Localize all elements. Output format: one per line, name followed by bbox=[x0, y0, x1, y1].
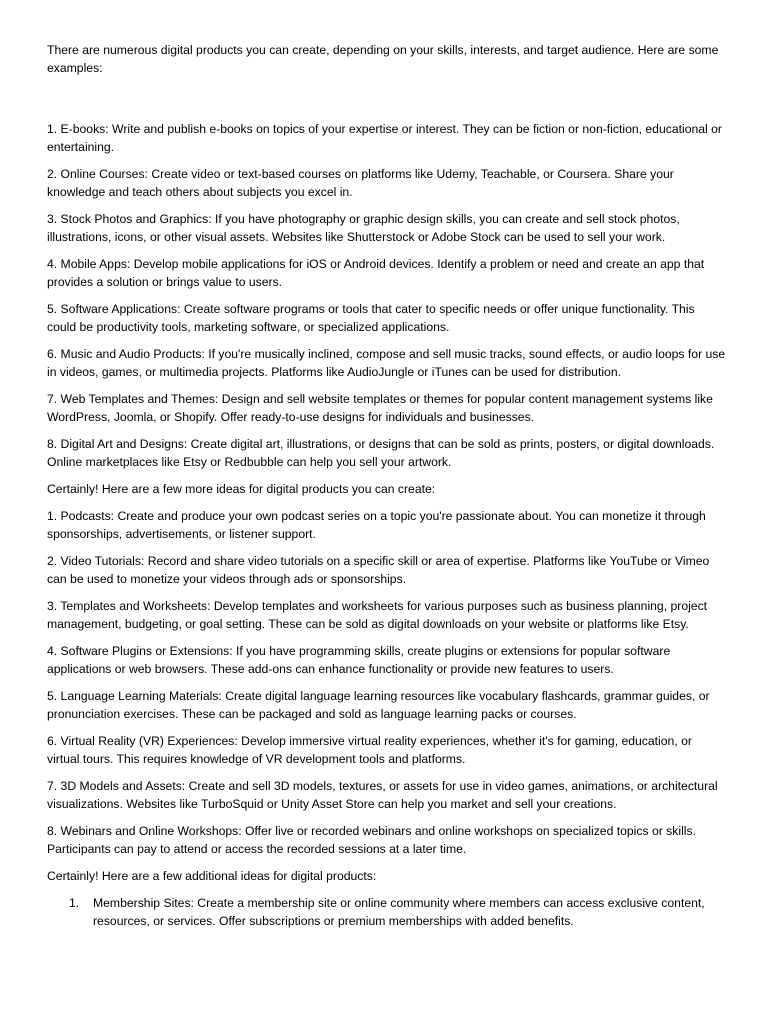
numbered-list bbox=[47, 894, 727, 930]
list-item: 1. E-books: Write and publish e-books on topics of your expertise or interest. They can be fiction or non-fiction, educational or entertaining. bbox=[47, 122, 722, 154]
list-item-text: Membership Sites: Create a membership site or online community where members can access exclusive content, resources, or services. Offer subscriptions or premium memberships with added benefits. bbox=[93, 896, 705, 928]
document-page bbox=[47, 41, 727, 930]
section-intro: Certainly! Here are a few additional ideas for digital products: bbox=[47, 869, 377, 883]
list-item bbox=[47, 894, 727, 930]
list-item: 3. Templates and Worksheets: Develop templates and worksheets for various purposes such as business planning, project management, budgeting, or goal setting. These can be sold as digital downloads on your website or platforms like Etsy. bbox=[47, 599, 708, 631]
list-item: 8. Digital Art and Designs: Create digital art, illustrations, or designs that can be sold as prints, posters, or digital downloads. Online marketplaces like Etsy or Redbubble can help you sell your artwork. bbox=[47, 437, 715, 469]
list-item: 6. Virtual Reality (VR) Experiences: Develop immersive virtual reality experiences, whether it's for gaming, education, or virtual tours. This requires knowledge of VR development tools and platforms. bbox=[47, 734, 692, 766]
list-item: 2. Online Courses: Create video or text-based courses on platforms like Udemy, Teachable, or Coursera. Share your knowledge and teach others about subjects you excel in. bbox=[47, 167, 674, 199]
list-item: 4. Mobile Apps: Develop mobile applications for iOS or Android devices. Identify a problem or need and create an app that provides a solution or brings value to users. bbox=[47, 257, 705, 289]
list-item: 5. Language Learning Materials: Create digital language learning resources like vocabulary flashcards, grammar guides, or pronunciation exercises. These can be packaged and sold as language learning packs or courses. bbox=[47, 689, 710, 721]
list-item: 5. Software Applications: Create software programs or tools that cater to specific needs or offer unique functionality. This could be productivity tools, marketing software, or specialized applications. bbox=[47, 302, 695, 334]
list-item: 7. Web Templates and Themes: Design and sell website templates or themes for popular content management systems like WordPress, Joomla, or Shopify. Offer ready-to-use designs for individuals and businesses. bbox=[47, 392, 713, 424]
list-item-number: 1. bbox=[69, 896, 80, 910]
list-item: 1. Podcasts: Create and produce your own podcast series on a topic you're passionate about. You can monetize it through sponsorships, advertisements, or listener support. bbox=[47, 509, 706, 541]
list-item: 7. 3D Models and Assets: Create and sell 3D models, textures, or assets for use in video games, animations, or architectural visualizations. Websites like TurboSquid or Unity Asset Store can help you market and sell your creations. bbox=[47, 779, 718, 811]
list-item: 4. Software Plugins or Extensions: If you have programming skills, create plugins or extensions for popular software applications or web browsers. These add-ons can enhance functionality or provide new features to users. bbox=[47, 644, 671, 676]
section-intro: Certainly! Here are a few more ideas for digital products you can create: bbox=[47, 482, 436, 496]
list-item: 6. Music and Audio Products: If you're musically inclined, compose and sell music tracks, sound effects, or audio loops for use in videos, games, or multimedia projects. Platforms like AudioJungle or iTunes can be used for distribution. bbox=[47, 347, 726, 379]
list-item: 8. Webinars and Online Workshops: Offer live or recorded webinars and online workshops on specialized topics or skills. Participants can pay to attend or access the recorded sessions at a later time. bbox=[47, 824, 696, 856]
intro-paragraph: There are numerous digital products you can create, depending on your skills, interests, and target audience. Here are some examples: bbox=[47, 43, 719, 75]
list-item: 2. Video Tutorials: Record and share video tutorials on a specific skill or area of expertise. Platforms like YouTube or Vimeo can be used to monetize your videos through ads or sponsorships. bbox=[47, 554, 710, 586]
list-item: 3. Stock Photos and Graphics: If you have photography or graphic design skills, you can create and sell stock photos, illustrations, icons, or other visual assets. Websites like Shutterstock or Adobe Stock can be used to sell your work. bbox=[47, 212, 680, 244]
